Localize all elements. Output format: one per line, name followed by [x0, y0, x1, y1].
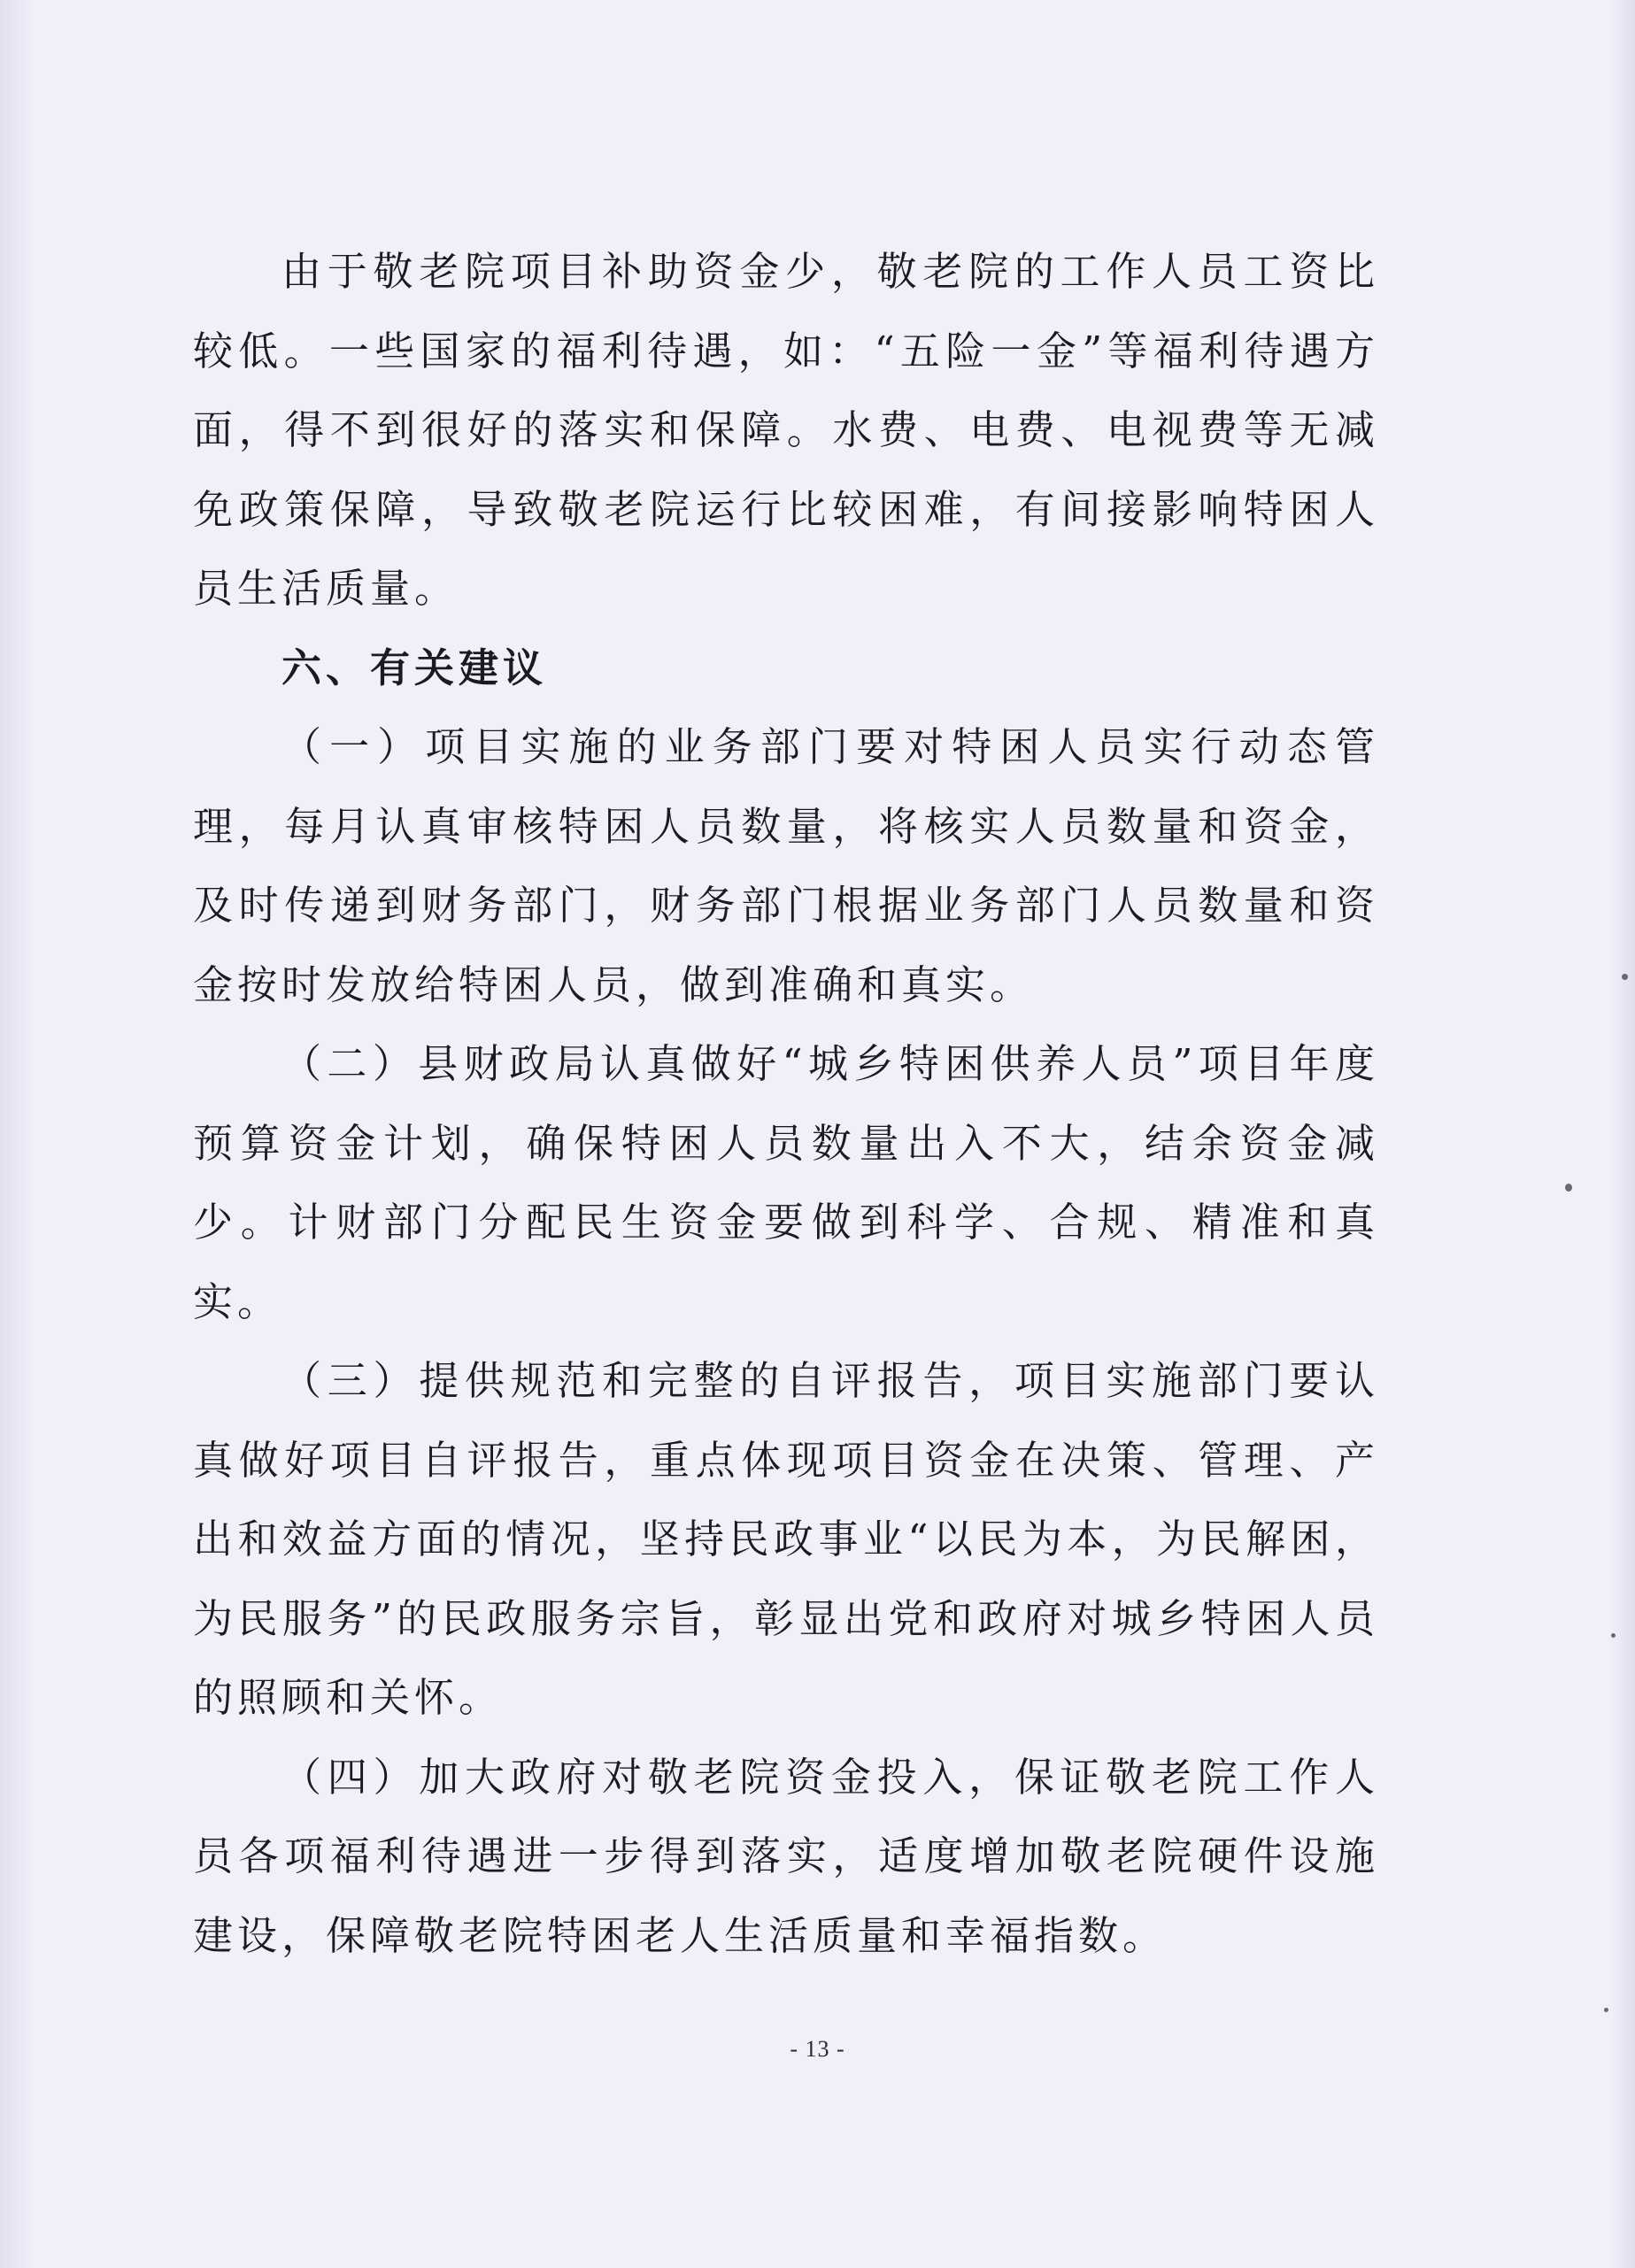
paragraph-recommendation-2: （二）县财政局认真做好“城乡特困供养人员”项目年度预算资金计划，确保特困人员数量出入不大，结余资金减少。计财部门分配民生资金要做到科学、合规、精准和真实。 [193, 1040, 1379, 1325]
document-body [193, 232, 1379, 1975]
paragraph-recommendation-1: （一）项目实施的业务部门要对特困人员实行动态管理，每月认真审核特困人员数量，将核实人员数量和资金，及时传递到财务部门，财务部门根据业务部门人员数量和资金按时发放给特困人员，做到准确和真实。 [193, 723, 1379, 1008]
paragraph-nursing-home-funding: 由于敬老院项目补助资金少，敬老院的工作人员工资比较低。一些国家的福利待遇，如：“五险一金”等福利待遇方面，得不到很好的落实和保障。水费、电费、电视费等无减免政策保障，导致敬老院运行比较困难，有间接影响特困人员生活质量。 [193, 248, 1379, 612]
paragraph-recommendation-4: （四）加大政府对敬老院资金投入，保证敬老院工作人员各项福利待遇进一步得到落实，适度增加敬老院硬件设施建设，保障敬老院特困老人生活质量和幸福指数。 [193, 1753, 1379, 1959]
page-edge-right [1610, 0, 1635, 2268]
scan-speck [1622, 974, 1628, 980]
scan-speck [1611, 1633, 1616, 1638]
scan-speck [1565, 1184, 1572, 1192]
section-heading-recommendations: 六、有关建议 [281, 644, 548, 691]
page-edge-left [0, 0, 35, 2268]
page-number: - 13 - [790, 2036, 845, 2062]
scan-speck [1604, 2008, 1608, 2012]
paragraph-recommendation-3: （三）提供规范和完整的自评报告，项目实施部门要认真做好项目自评报告，重点体现项目资金在决策、管理、产出和效益方面的情况，坚持民政事业“以民为本，为民解困，为民服务”的民政服务宗旨，彰显出党和政府对城乡特困人员的照顾和关怀。 [193, 1357, 1379, 1721]
